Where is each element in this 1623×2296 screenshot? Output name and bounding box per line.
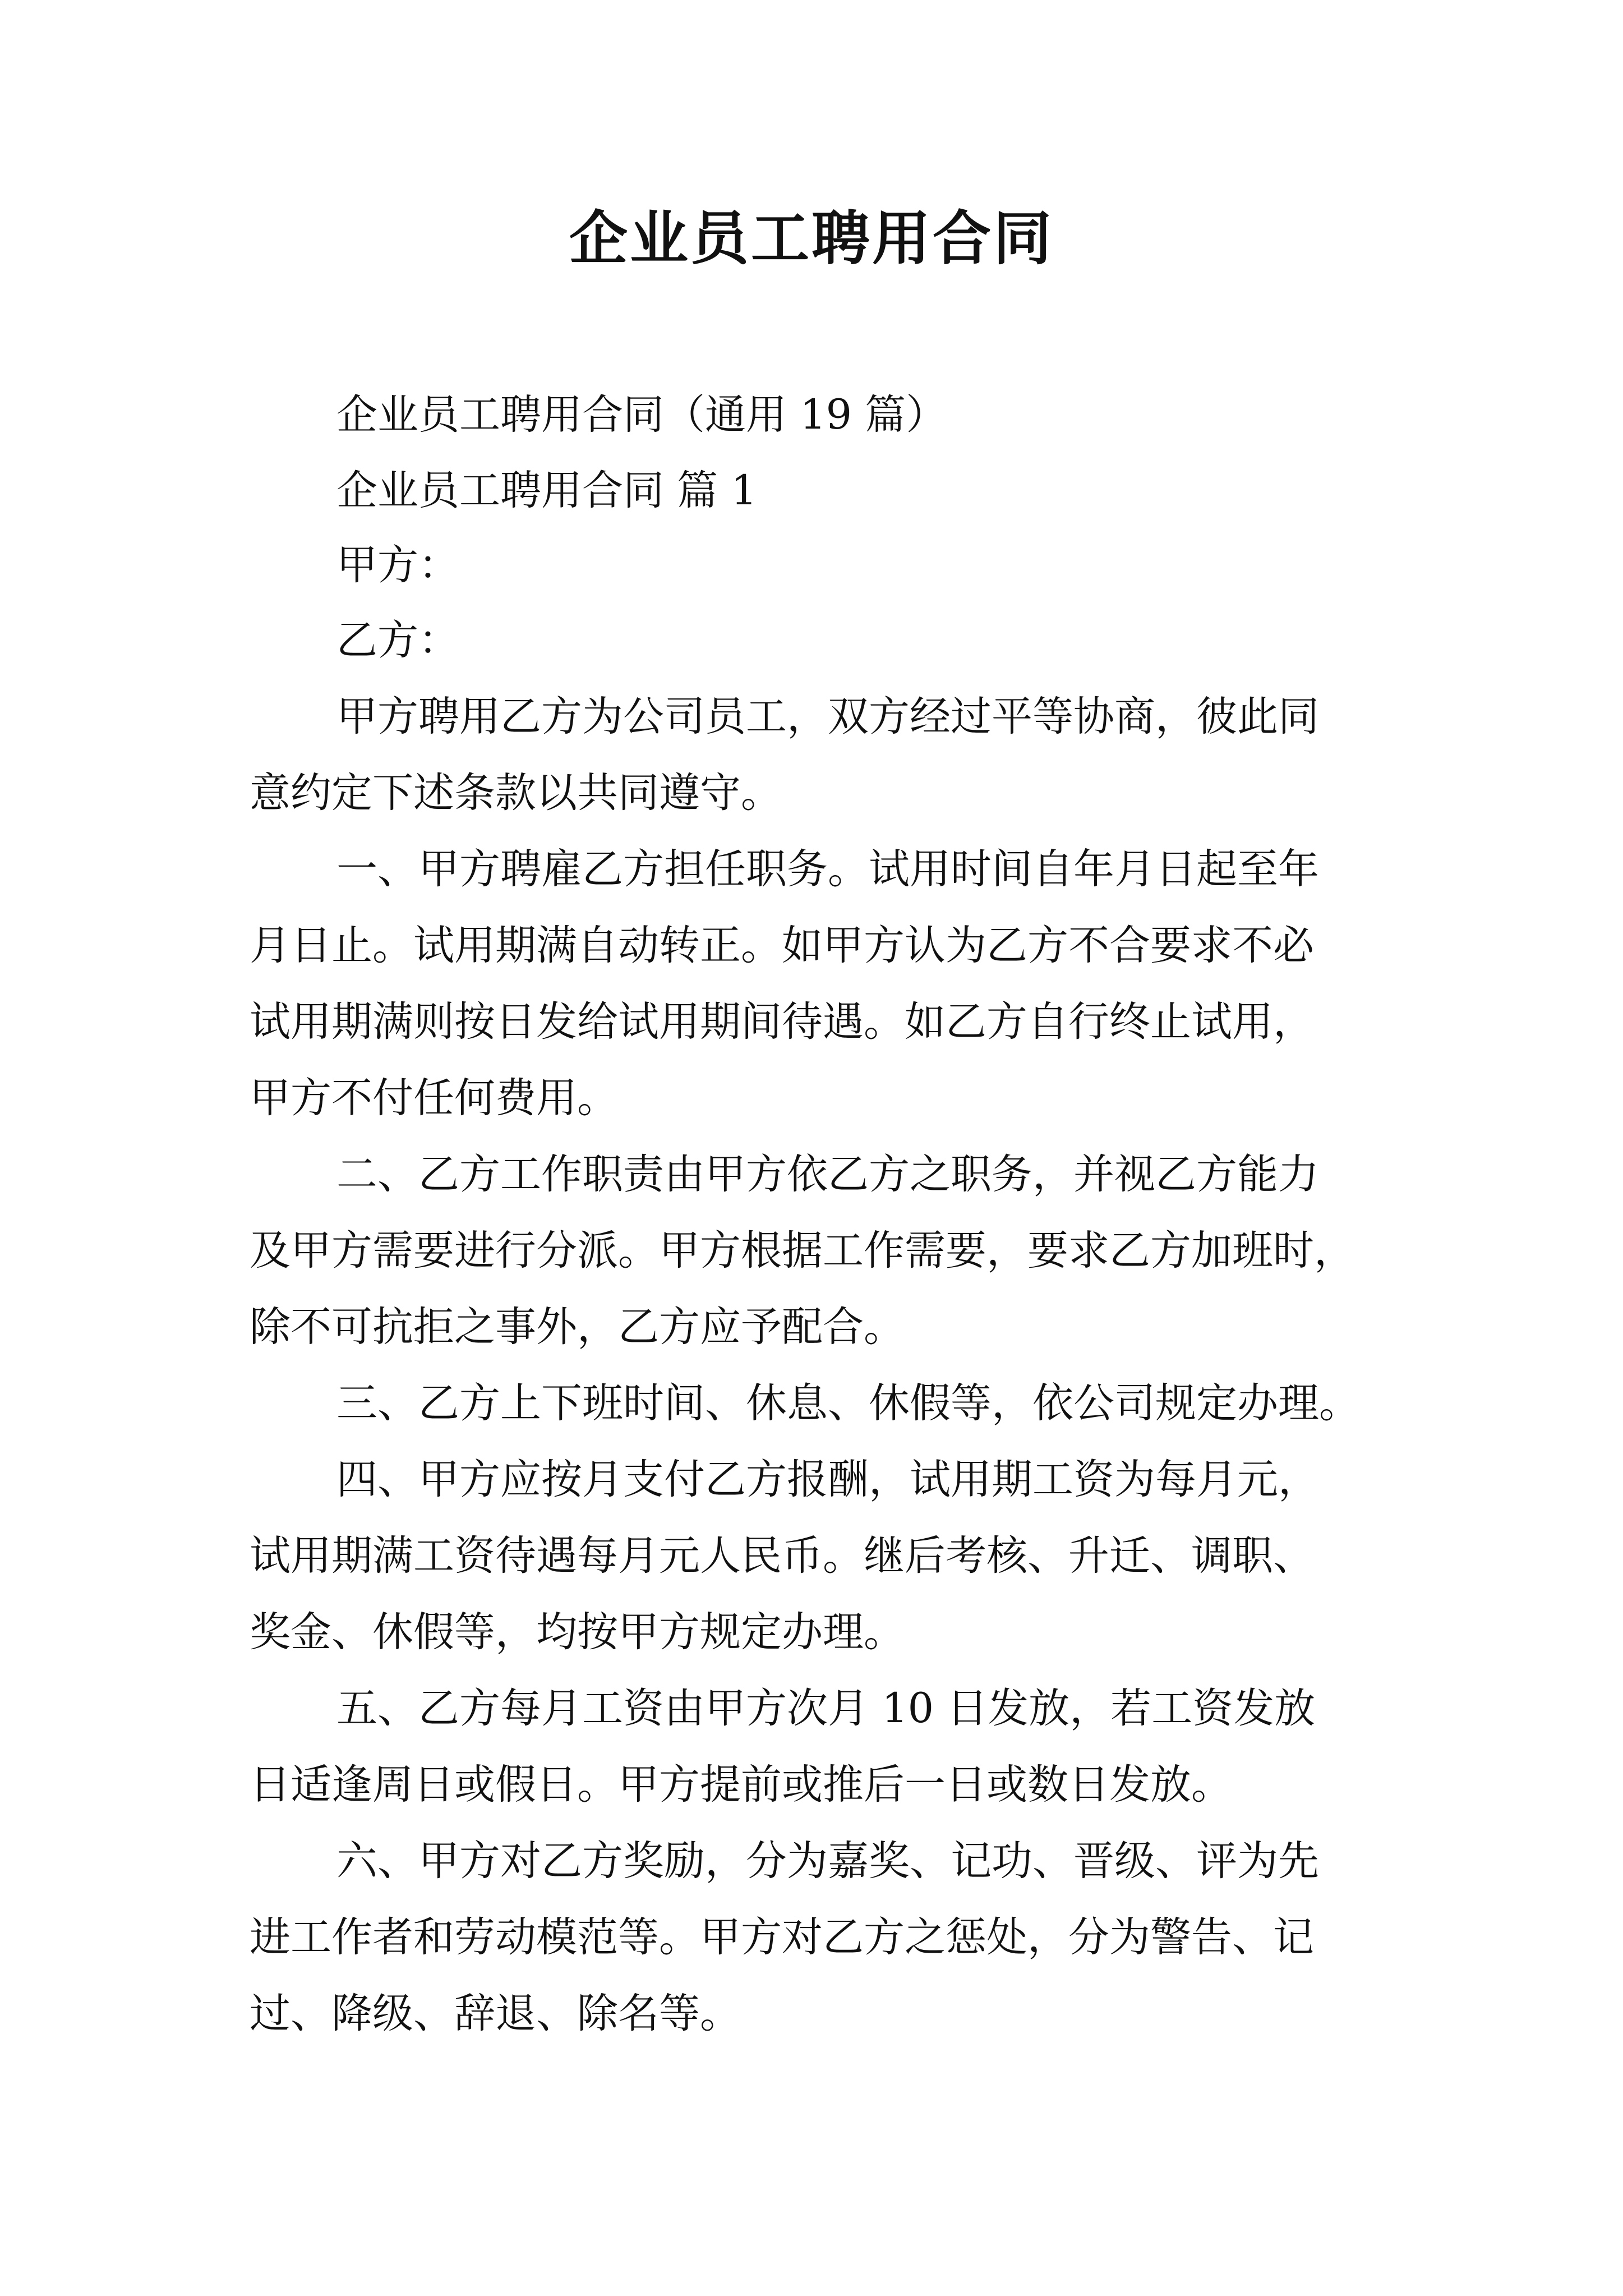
- paragraph-line: 日适逢周日或假日。甲方提前或推后一日或数日发放。: [250, 1761, 1232, 1809]
- paragraph-line: 六、甲方对乙方奖励，分为嘉奖、记功、晋级、评为先: [336, 1837, 1319, 1885]
- paragraph-line: 过、降级、辞退、除名等。: [250, 1990, 741, 2037]
- paragraph-line: 奖金、休假等，均按甲方规定办理。: [250, 1608, 905, 1656]
- paragraph-line: 二、乙方工作职责由甲方依乙方之职务，并视乙方能力: [336, 1151, 1319, 1198]
- subtitle-collection: 企业员工聘用合同（通用 19 篇）: [336, 391, 947, 439]
- paragraph-line: 进工作者和劳动模范等。甲方对乙方之惩处，分为警告、记: [250, 1913, 1314, 1961]
- paragraph-line: 四、甲方应按月支付乙方报酬，试用期工资为每月元，: [336, 1456, 1319, 1503]
- paragraph-line: 三、乙方上下班时间、休息、休假等，依公司规定办理。: [336, 1379, 1360, 1427]
- party-a-label: 甲方：: [336, 541, 459, 589]
- paragraph-line: 甲方聘用乙方为公司员工，双方经过平等协商，彼此同: [336, 693, 1319, 740]
- paragraph-line: 及甲方需要进行分派。甲方根据工作需要，要求乙方加班时，: [250, 1227, 1355, 1274]
- document-title: 企业员工聘用合同: [569, 204, 1054, 273]
- paragraph-line: 五、乙方每月工资由甲方次月 10 日发放，若工资发放: [336, 1685, 1316, 1732]
- paragraph-line: 月日止。试用期满自动转正。如甲方认为乙方不合要求不必: [250, 922, 1314, 969]
- paragraph-line: 意约定下述条款以共同遵守。: [250, 769, 782, 817]
- paragraph-line: 试用期满则按日发给试用期间待遇。如乙方自行终止试用，: [250, 998, 1314, 1046]
- section-heading: 企业员工聘用合同 篇 1: [336, 467, 757, 514]
- paragraph-line: 甲方不付任何费用。: [250, 1074, 618, 1122]
- paragraph-line: 一、甲方聘雇乙方担任职务。试用时间自年月日起至年: [336, 845, 1319, 893]
- party-b-label: 乙方：: [336, 616, 459, 664]
- paragraph-line: 除不可抗拒之事外，乙方应予配合。: [250, 1303, 905, 1351]
- paragraph-line: 试用期满工资待遇每月元人民币。继后考核、升迁、调职、: [250, 1532, 1314, 1580]
